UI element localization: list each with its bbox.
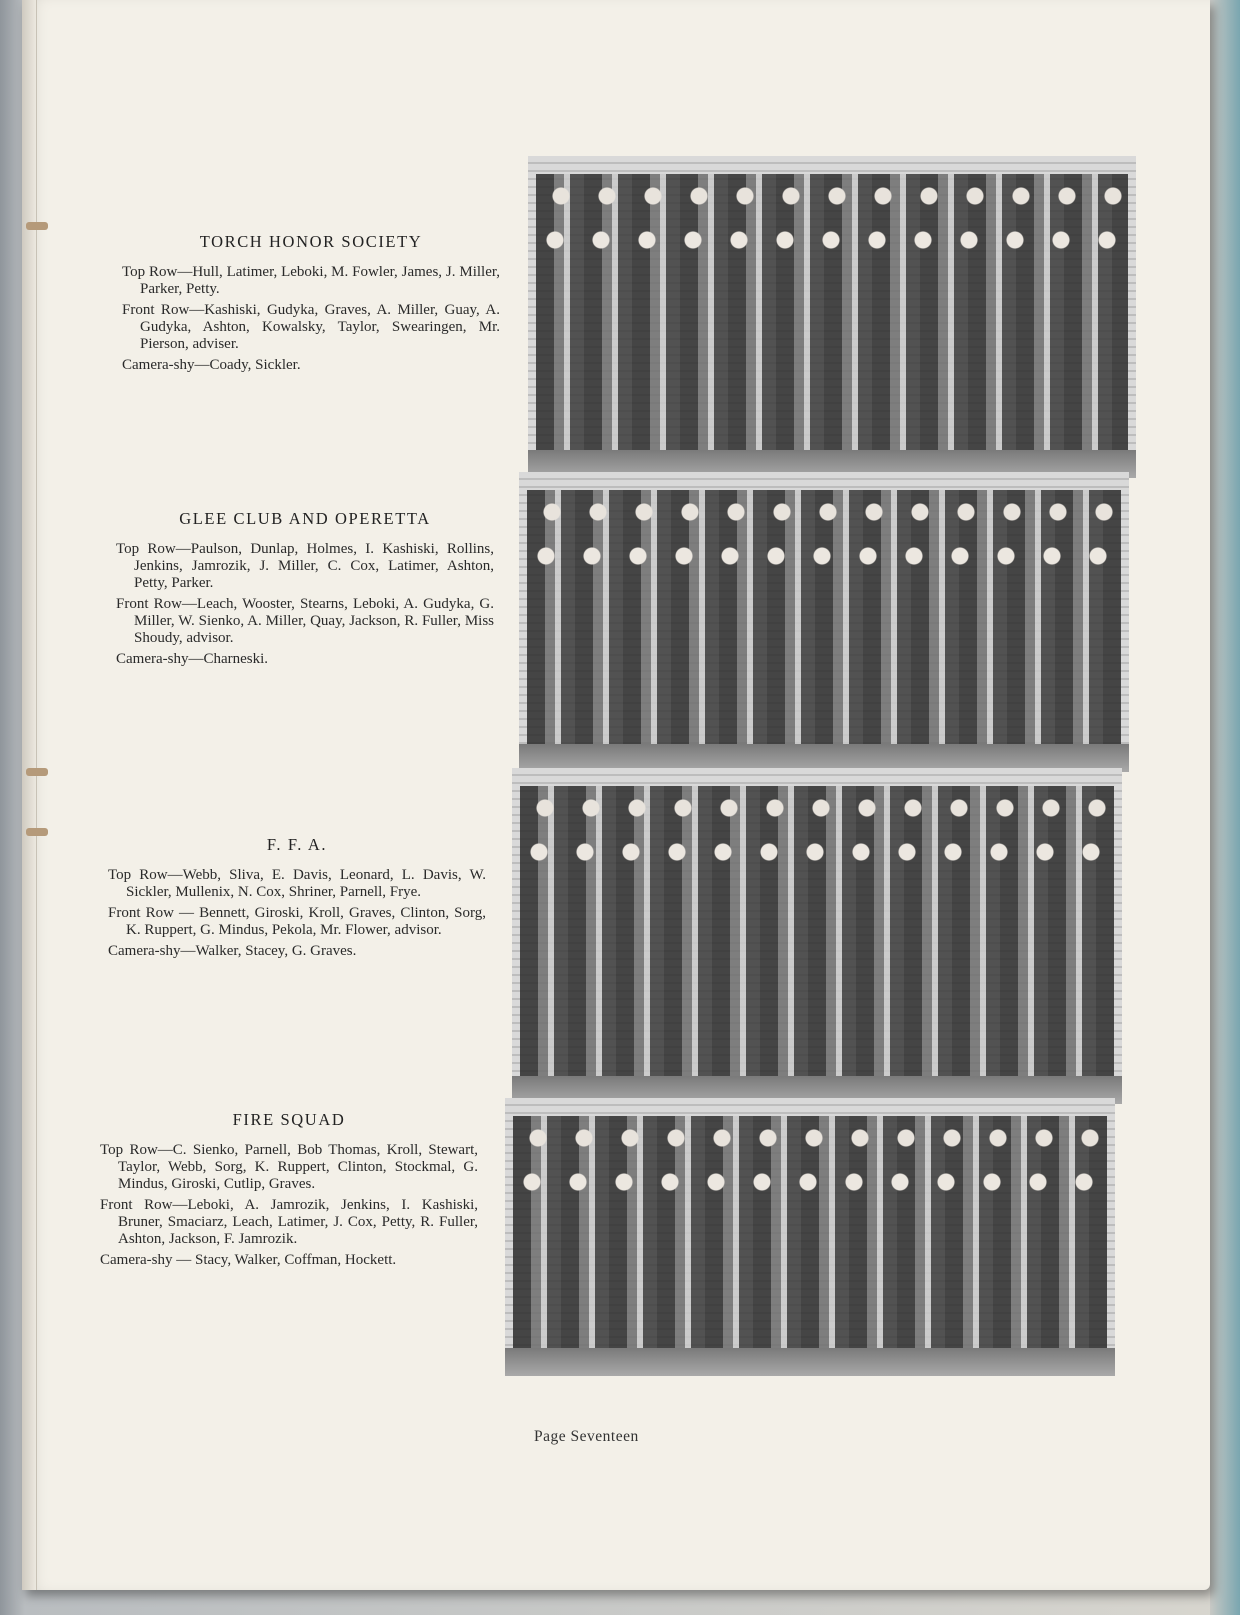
section-title: GLEE CLUB AND OPERETTA <box>179 509 431 528</box>
front-row-names: Front Row—Kashiski, Gudyka, Graves, A. Miller, Guay, A. Gudyka, Ashton, Kowalsky, Taylor, Swearingen, Mr. Pierson, adviser. <box>122 302 500 352</box>
camera-shy-names: Camera-shy — Stacy, Walker, Coffman, Hockett. <box>100 1252 397 1268</box>
page-binding <box>22 0 37 1590</box>
section-glee-club <box>116 509 494 672</box>
camera-shy-names: Camera-shy—Charneski. <box>116 651 269 667</box>
section-ffa <box>108 835 486 964</box>
camera-shy-names: Camera-shy—Coady, Sickler. <box>122 357 301 373</box>
front-row-names: Front Row—Leboki, A. Jamrozik, Jenkins, I. Kashiski, Bruner, Smaciarz, Leach, Latimer, J. Cox, Petty, R. Fuller, Ashton, Jackson, F. Jamrozik. <box>100 1197 478 1247</box>
section-torch-honor-society <box>122 232 500 378</box>
top-row-names: Top Row—Paulson, Dunlap, Holmes, I. Kashiski, Rollins, Jenkins, Jamrozik, J. Miller, C. Cox, Latimer, Ashton, Petty, Parker. <box>116 541 494 591</box>
front-row-names: Front Row—Leach, Wooster, Stearns, Leboki, A. Gudyka, G. Miller, W. Sienko, A. Miller, Quay, Jackson, R. Fuller, Miss Shoudy, advisor. <box>116 596 494 646</box>
section-title: F. F. A. <box>266 835 328 854</box>
group-photo-glee-club <box>519 472 1129 772</box>
group-photo-ffa <box>512 768 1122 1104</box>
staple <box>26 768 48 776</box>
section-title: FIRE SQUAD <box>232 1110 346 1129</box>
front-row-names: Front Row — Bennett, Giroski, Kroll, Graves, Clinton, Sorg, K. Ruppert, G. Mindus, Pekola, Mr. Flower, advisor. <box>108 905 486 938</box>
section-title: TORCH HONOR SOCIETY <box>199 232 423 251</box>
yearbook-page <box>22 0 1210 1590</box>
page-number: Page Seventeen <box>534 1428 639 1445</box>
section-fire-squad <box>100 1110 478 1273</box>
top-row-names: Top Row—Webb, Sliva, E. Davis, Leonard, L. Davis, W. Sickler, Mullenix, N. Cox, Shriner, Parnell, Frye. <box>108 867 486 900</box>
staple <box>26 828 48 836</box>
staple <box>26 222 48 230</box>
scan-right-edge <box>1210 0 1240 1615</box>
group-photo-fire-squad <box>505 1098 1115 1376</box>
camera-shy-names: Camera-shy—Walker, Stacey, G. Graves. <box>108 943 357 959</box>
top-row-names: Top Row—C. Sienko, Parnell, Bob Thomas, Kroll, Stewart, Taylor, Webb, Sorg, K. Ruppert, Clinton, Stockmal, G. Mindus, Giroski, Cutlip, Graves. <box>100 1142 478 1192</box>
top-row-names: Top Row—Hull, Latimer, Leboki, M. Fowler, James, J. Miller, Parker, Petty. <box>122 264 500 297</box>
group-photo-torch-honor-society <box>528 156 1136 478</box>
